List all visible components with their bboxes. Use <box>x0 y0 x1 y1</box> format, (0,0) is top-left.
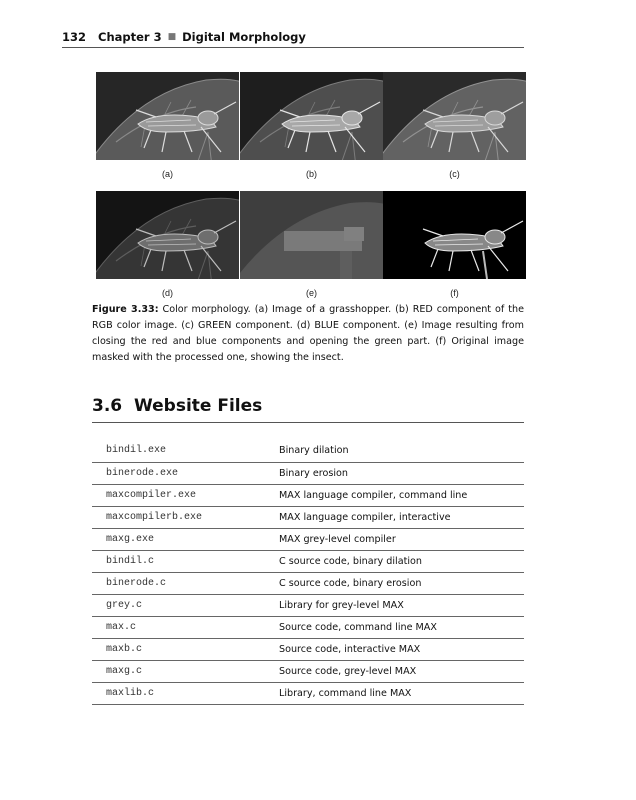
file-description: MAX language compiler, command line <box>279 489 468 501</box>
header-separator: ■ <box>167 32 177 42</box>
file-name: maxb.c <box>106 643 143 655</box>
file-name: bindil.c <box>106 555 155 567</box>
table-row <box>92 550 524 572</box>
panel-label-b: (b) <box>306 169 317 179</box>
figure-panel-a <box>96 72 239 160</box>
file-description: C source code, binary dilation <box>279 555 422 567</box>
file-name: maxlib.c <box>106 687 155 699</box>
file-description: Library for grey-level MAX <box>279 599 404 611</box>
file-description: Source code, command line MAX <box>279 621 437 633</box>
file-description: Library, command line MAX <box>279 687 412 699</box>
file-description: Binary dilation <box>279 445 349 457</box>
section-heading <box>92 396 524 423</box>
file-description: MAX grey-level compiler <box>279 533 396 545</box>
running-header <box>62 30 524 48</box>
file-name: bindil.exe <box>106 445 167 457</box>
table-row <box>92 440 524 462</box>
figure-caption-label: Figure 3.33: <box>92 304 159 315</box>
figure-panel-c <box>383 72 526 160</box>
figure-caption <box>92 302 524 366</box>
file-description: Source code, grey-level MAX <box>279 665 417 677</box>
file-name: maxcompilerb.exe <box>106 511 203 523</box>
figure-panel-d <box>96 191 239 279</box>
table-row <box>92 594 524 616</box>
file-description: C source code, binary erosion <box>279 577 422 589</box>
figure-panel-b <box>240 72 383 160</box>
section-title: Website Files <box>134 396 263 416</box>
table-row <box>92 572 524 594</box>
chapter-label: Chapter 3 <box>98 30 162 44</box>
panel-label-a: (a) <box>162 169 173 179</box>
table-row <box>92 616 524 638</box>
table-row <box>92 462 524 484</box>
panel-label-e: (e) <box>306 288 317 298</box>
table-row <box>92 484 524 506</box>
panel-label-d: (d) <box>162 288 173 298</box>
file-name: maxg.exe <box>106 533 155 545</box>
figure-panel-e <box>240 191 383 279</box>
section-number: 3.6 <box>92 396 123 416</box>
page-number: 132 <box>62 30 87 44</box>
file-name: max.c <box>106 621 137 633</box>
file-name: maxg.c <box>106 665 143 677</box>
figure-panel-f <box>383 191 526 279</box>
table-row <box>92 506 524 528</box>
table-row <box>92 660 524 682</box>
website-files-table <box>92 440 524 705</box>
table-row <box>92 682 524 704</box>
file-description: Source code, interactive MAX <box>279 643 421 655</box>
file-name: binerode.c <box>106 577 167 589</box>
file-description: Binary erosion <box>279 467 348 479</box>
file-name: grey.c <box>106 599 143 611</box>
panel-label-c: (c) <box>449 169 460 179</box>
figure-caption-text: Color morphology. (a) Image of a grasshopper. (b) RED component of the RGB color image. (c) GREEN component. (d) BLUE component. (e) Image resulting from closing the red and blue components and opening the green part. (f) Original image masked with the processed one, showing the insect. <box>92 304 524 363</box>
panel-label-f: (f) <box>450 288 459 298</box>
file-name: maxcompiler.exe <box>106 489 197 501</box>
file-name: binerode.exe <box>106 467 179 479</box>
table-row <box>92 528 524 550</box>
chapter-title: Digital Morphology <box>182 30 306 44</box>
file-description: MAX language compiler, interactive <box>279 511 451 523</box>
table-row <box>92 638 524 660</box>
